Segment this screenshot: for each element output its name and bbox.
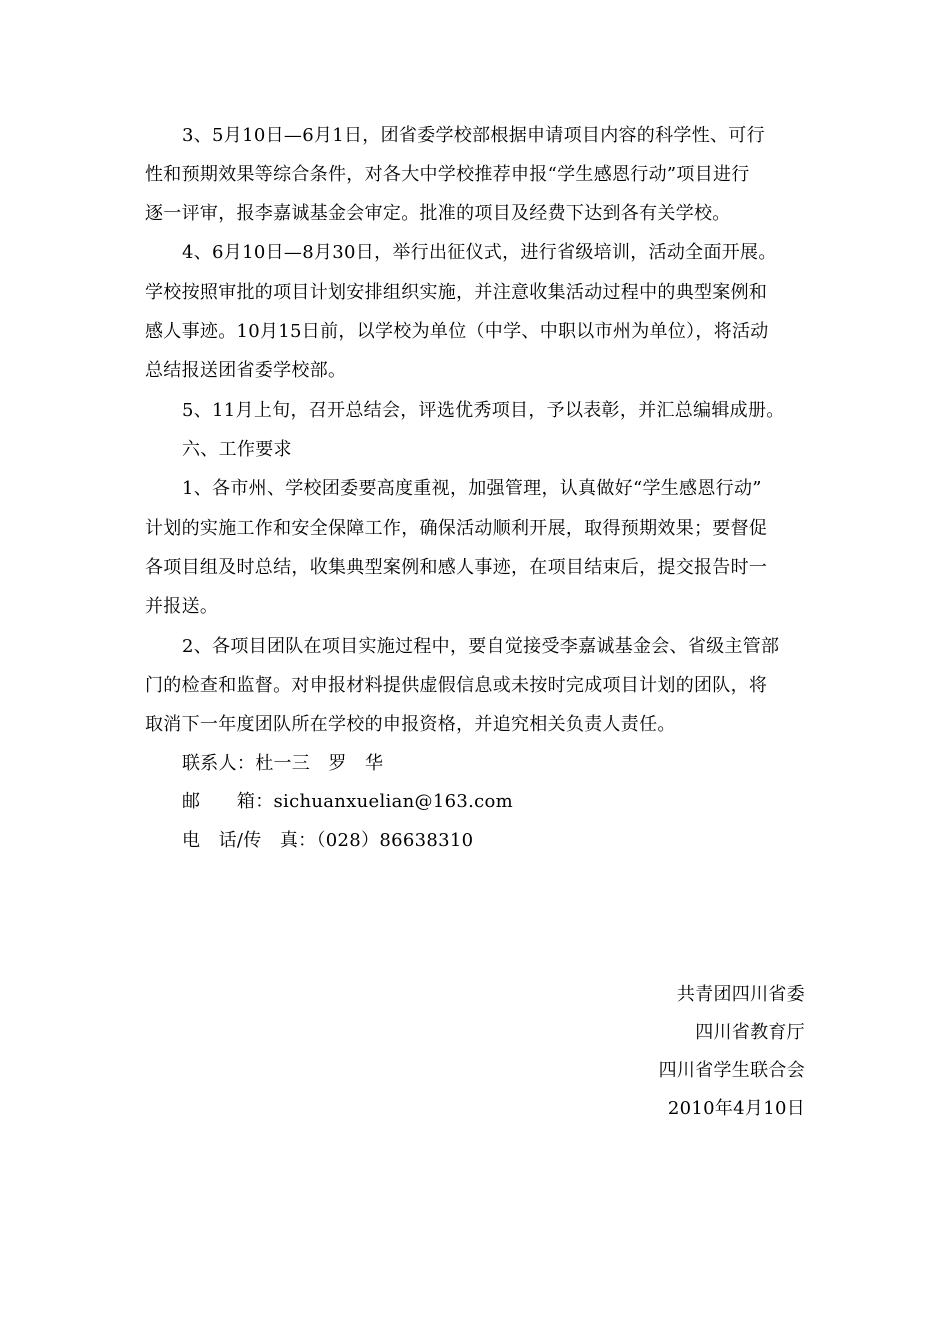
contact-phone — [182, 829, 852, 853]
paragraph-item-4-line-1: 4、6月10日—8月30日，举行出征仪式，进行省级培训，活动全面开展。 — [182, 242, 777, 263]
paragraph-item-4-line-3: 感人事迹。10月15日前，以学校为单位（中学、中职以市州为单位），将活动 — [145, 321, 769, 342]
requirement-1-line-2: 计划的实施工作和安全保障工作，确保活动顺利开展，取得预期效果；要督促 — [145, 518, 768, 539]
signature-date: 2010年4月10日 — [667, 1098, 805, 1119]
paragraph-item-3-line-1: 3、5月10日—6月1日，团省委学校部根据申请项目内容的科学性、可行 — [182, 125, 765, 146]
paragraph-item-3-line-2: 性和预期效果等综合条件，对各大中学校推荐申报“学生感恩行动”项目进行 — [145, 164, 750, 185]
paragraph-item-4-line-4: 总结报送团省委学校部。 — [145, 360, 347, 381]
contact-person-label: 联系人： — [182, 753, 256, 774]
signature-org-education-dept: 四川省教育厅 — [695, 1022, 805, 1043]
signature-org-youth-league: 共青团四川省委 — [676, 984, 805, 1005]
signature-org-student-union: 四川省学生联合会 — [658, 1060, 805, 1081]
requirement-2-line-1: 2、各项目团队在项目实施过程中，要自觉接受李嘉诚基金会、省级主管部 — [182, 636, 780, 657]
contact-person-value: 杜一三 罗 华 — [255, 753, 384, 774]
requirement-1-line-1: 1、各市州、学校团委要高度重视，加强管理，认真做好“学生感恩行动” — [182, 478, 762, 499]
contact-email-label: 邮 箱： — [182, 791, 274, 812]
contact-phone-value: （028）86638310 — [316, 830, 474, 851]
contact-email-link[interactable]: sichuanxuelian@163.com — [273, 791, 513, 812]
contact-email — [182, 790, 852, 814]
requirement-2-line-3: 取消下一年度团队所在学校的申报资格，并追究相关负责人责任。 — [145, 714, 676, 735]
paragraph-item-3-line-3: 逐一评审，报李嘉诚基金会审定。批准的项目及经费下达到各有关学校。 — [145, 203, 731, 224]
paragraph-item-5-line-1: 5、11月上旬，召开总结会，评选优秀项目，予以表彰，并汇总编辑成册。 — [182, 400, 785, 421]
contact-phone-label: 电 话/传 真： — [182, 830, 317, 851]
requirement-1-line-4: 并报送。 — [145, 596, 219, 617]
requirement-2-line-2: 门的检查和监督。对申报材料提供虚假信息或未按时完成项目计划的团队，将 — [145, 675, 768, 696]
paragraph-item-4-line-2: 学校按照审批的项目计划安排组织实施，并注意收集活动过程中的典型案例和 — [145, 282, 768, 303]
requirement-1-line-3: 各项目组及时总结，收集典型案例和感人事迹，在项目结束后，提交报告时一 — [145, 557, 768, 578]
section-heading-work-requirements: 六、工作要求 — [182, 439, 292, 460]
contact-person — [182, 752, 852, 776]
